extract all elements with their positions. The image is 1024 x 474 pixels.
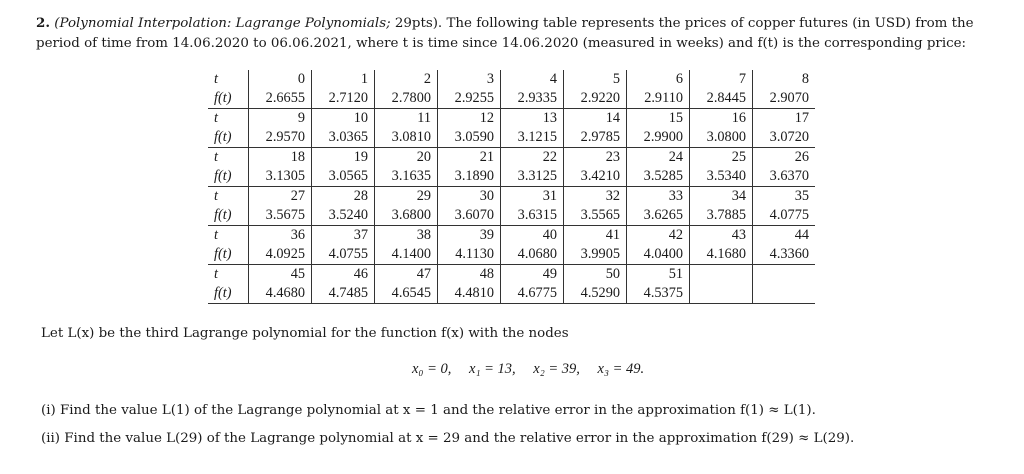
price-cell: 3.1635	[375, 167, 438, 187]
time-cell	[690, 265, 753, 285]
time-row	[208, 226, 815, 246]
time-cell: 43	[690, 226, 753, 246]
price-cell: 4.4810	[438, 284, 501, 304]
time-cell: 22	[501, 148, 564, 168]
time-cell: 2	[375, 70, 438, 89]
node-x2: x₂ = 39,	[533, 361, 580, 377]
price-cell: 4.1130	[438, 245, 501, 265]
price-cell: 2.9785	[564, 128, 627, 148]
time-cell: 40	[501, 226, 564, 246]
time-cell: 44	[753, 226, 816, 246]
price-cell: 3.6265	[627, 206, 690, 226]
price-table-body	[208, 70, 815, 304]
price-cell: 2.9900	[627, 128, 690, 148]
time-cell: 41	[564, 226, 627, 246]
time-cell: 35	[753, 187, 816, 207]
price-cell: 2.7800	[375, 89, 438, 109]
price-cell: 3.1215	[501, 128, 564, 148]
price-row	[208, 284, 815, 304]
time-cell: 6	[627, 70, 690, 89]
price-cell: 4.1400	[375, 245, 438, 265]
price-cell: 2.9070	[753, 89, 816, 109]
price-cell: 3.5340	[690, 167, 753, 187]
price-cell: 3.9905	[564, 245, 627, 265]
price-cell: 4.0925	[249, 245, 312, 265]
price-cell	[690, 284, 753, 304]
price-cell: 3.5240	[312, 206, 375, 226]
time-cell: 20	[375, 148, 438, 168]
intro-line-1	[36, 13, 1011, 34]
time-cell: 14	[564, 109, 627, 129]
price-cell: 4.1680	[690, 245, 753, 265]
price-cell: 2.9570	[249, 128, 312, 148]
node-x1: x₁ = 13,	[469, 361, 516, 377]
price-cell: 3.0810	[375, 128, 438, 148]
time-cell: 21	[438, 148, 501, 168]
price-cell: 3.7885	[690, 206, 753, 226]
price-cell: 3.3125	[501, 167, 564, 187]
intro-text-1: The following table represents the prices of copper futures (in USD) from the	[446, 16, 974, 31]
let-statement: Let L(x) be the third Lagrange polynomial for the function f(x) with the nodes	[41, 326, 569, 341]
price-cell: 3.5565	[564, 206, 627, 226]
time-cell: 13	[501, 109, 564, 129]
time-cell: 36	[249, 226, 312, 246]
price-label: f(t)	[208, 89, 249, 109]
time-label: t	[214, 266, 218, 282]
price-cell: 3.6370	[753, 167, 816, 187]
price-row	[208, 206, 815, 226]
time-cell: 24	[627, 148, 690, 168]
price-cell: 2.8445	[690, 89, 753, 109]
time-cell: 29	[375, 187, 438, 207]
price-cell: 2.9220	[564, 89, 627, 109]
time-cell: 16	[690, 109, 753, 129]
price-cell: 3.6315	[501, 206, 564, 226]
question-ii: (ii) Find the value L(29) of the Lagrange polynomial at x = 29 and the relative error in the approximation f(29) ≈ L(29).	[41, 431, 855, 446]
time-cell: 51	[627, 265, 690, 285]
problem-points: 29pts).	[394, 16, 443, 31]
problem-intro	[36, 13, 1011, 54]
time-cell: 17	[753, 109, 816, 129]
time-cell: 30	[438, 187, 501, 207]
price-cell: 4.0755	[312, 245, 375, 265]
price-cell: 3.0800	[690, 128, 753, 148]
time-cell: 38	[375, 226, 438, 246]
price-cell: 2.7120	[312, 89, 375, 109]
price-cell: 3.0565	[312, 167, 375, 187]
price-cell: 3.6070	[438, 206, 501, 226]
time-cell: 8	[753, 70, 816, 89]
question-i: (i) Find the value L(1) of the Lagrange polynomial at x = 1 and the relative error in the approximation f(1) ≈ L(1).	[41, 403, 816, 418]
price-cell: 2.9110	[627, 89, 690, 109]
price-cell: 3.5675	[249, 206, 312, 226]
time-cell: 23	[564, 148, 627, 168]
price-cell: 4.4680	[249, 284, 312, 304]
time-cell: 48	[438, 265, 501, 285]
problem-number: 2.	[36, 15, 50, 31]
time-cell: 45	[249, 265, 312, 285]
time-cell: 15	[627, 109, 690, 129]
nodes-list	[412, 361, 644, 378]
time-cell: 50	[564, 265, 627, 285]
time-row	[208, 109, 815, 129]
time-row	[208, 265, 815, 285]
time-cell: 37	[312, 226, 375, 246]
time-label: t	[214, 227, 218, 243]
price-cell	[753, 284, 816, 304]
price-cell: 4.6775	[501, 284, 564, 304]
price-row	[208, 167, 815, 187]
node-x0: x₀ = 0,	[412, 361, 452, 377]
time-cell: 27	[249, 187, 312, 207]
time-cell: 25	[690, 148, 753, 168]
price-cell: 4.3360	[753, 245, 816, 265]
price-cell: 2.9255	[438, 89, 501, 109]
time-cell: 39	[438, 226, 501, 246]
node-x3: x₃ = 49.	[597, 361, 645, 377]
time-cell: 47	[375, 265, 438, 285]
price-row	[208, 128, 815, 148]
price-cell: 3.6800	[375, 206, 438, 226]
price-row	[208, 89, 815, 109]
time-row	[208, 187, 815, 207]
time-cell: 31	[501, 187, 564, 207]
price-cell: 4.0680	[501, 245, 564, 265]
time-cell: 4	[501, 70, 564, 89]
price-row	[208, 245, 815, 265]
price-label: f(t)	[208, 245, 249, 265]
time-cell	[753, 265, 816, 285]
price-label: f(t)	[208, 284, 249, 304]
time-cell: 5	[564, 70, 627, 89]
price-cell: 4.6545	[375, 284, 438, 304]
price-cell: 3.0720	[753, 128, 816, 148]
time-cell: 18	[249, 148, 312, 168]
price-cell: 4.7485	[312, 284, 375, 304]
time-cell: 7	[690, 70, 753, 89]
price-cell: 3.1890	[438, 167, 501, 187]
time-cell: 34	[690, 187, 753, 207]
time-cell: 26	[753, 148, 816, 168]
time-cell: 1	[312, 70, 375, 89]
price-table	[208, 70, 815, 304]
price-cell: 3.0365	[312, 128, 375, 148]
time-cell: 32	[564, 187, 627, 207]
time-cell: 3	[438, 70, 501, 89]
time-cell: 42	[627, 226, 690, 246]
price-cell: 2.9335	[501, 89, 564, 109]
price-label: f(t)	[208, 128, 249, 148]
price-cell: 4.0400	[627, 245, 690, 265]
problem-topic: (Polynomial Interpolation: Lagrange Polynomials;	[54, 16, 391, 31]
price-label: f(t)	[208, 167, 249, 187]
time-cell: 10	[312, 109, 375, 129]
time-cell: 46	[312, 265, 375, 285]
time-row	[208, 148, 815, 168]
price-cell: 3.5285	[627, 167, 690, 187]
time-cell: 19	[312, 148, 375, 168]
time-cell: 0	[249, 70, 312, 89]
time-label: t	[214, 188, 218, 204]
time-cell: 9	[249, 109, 312, 129]
price-cell: 4.5290	[564, 284, 627, 304]
time-label: t	[214, 71, 218, 87]
time-cell: 28	[312, 187, 375, 207]
time-label: t	[214, 149, 218, 165]
price-cell: 3.4210	[564, 167, 627, 187]
time-label: t	[214, 110, 218, 126]
price-cell: 4.5375	[627, 284, 690, 304]
intro-line-2: period of time from 14.06.2020 to 06.06.2021, where t is time since 14.06.2020 (measured in weeks) and f(t) is the corresponding price:	[36, 36, 967, 51]
time-cell: 33	[627, 187, 690, 207]
time-row	[208, 70, 815, 89]
price-cell: 3.1305	[249, 167, 312, 187]
price-cell: 2.6655	[249, 89, 312, 109]
price-cell: 3.0590	[438, 128, 501, 148]
time-cell: 12	[438, 109, 501, 129]
time-cell: 49	[501, 265, 564, 285]
price-label: f(t)	[208, 206, 249, 226]
time-cell: 11	[375, 109, 438, 129]
price-cell: 4.0775	[753, 206, 816, 226]
